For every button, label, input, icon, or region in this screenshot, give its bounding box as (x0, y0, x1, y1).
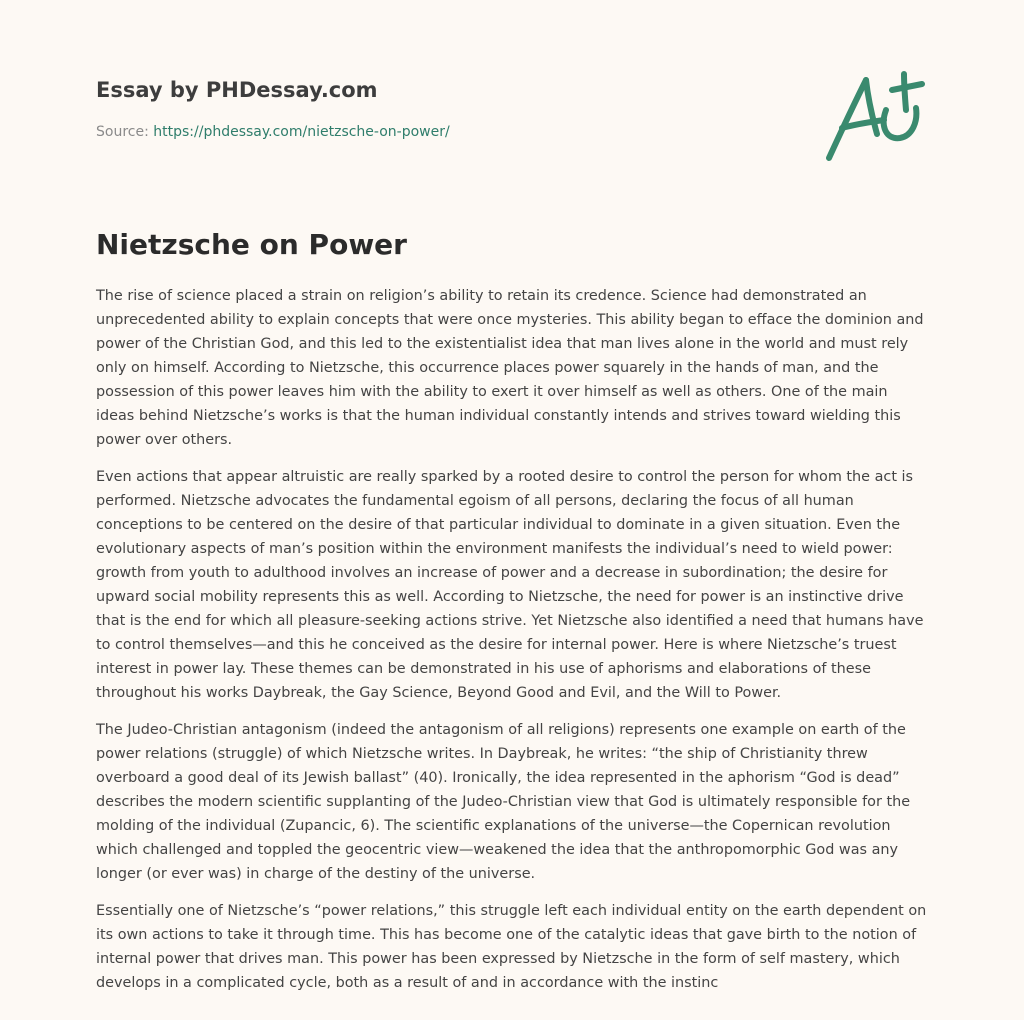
essay-title: Nietzsche on Power (96, 228, 407, 261)
essay-paragraph-4: Essentially one of Nietzsche’s “power relations,” this struggle left each individual entity on the earth dependent on its own actions to take it through time. This has become one of the catalytic ideas that gave birth to the notion of internal power that drives man. This power has been expressed by Nietzsche in the form of self mastery, which develops in a complicated cycle, both as a result of and in accordance with the instinc (96, 903, 927, 991)
essay-paragraph-3: The Judeo-Christian antagonism (indeed the antagonism of all religions) represents one example on earth of the power relations (struggle) of which Nietzsche writes. In Daybreak, he writes: “the ship of Christianity threw overboard a good deal of its Jewish ballast” (40). Ironically, the idea represented in the aphorism “God is dead” describes the modern scientific supplanting of the Judeo-Christian view that God is ultimately responsible for the molding of the individual (Zupancic, 6). The scientific explanations of the universe—the Copernican revolution which challenged and toppled the geocentric view—weakened the idea that the anthropomorphic God was any longer (or ever was) in charge of the destiny of the universe. (96, 722, 911, 882)
essay-paragraph-1: The rise of science placed a strain on religion’s ability to retain its credence. Science had demonstrated an unprecedented ability to explain concepts that were once mysteries. This ability began to efface the dominion and power of the Christian God, and this led to the existentialist idea that man lives alone in the world and must rely only on himself. According to Nietzsche, this occurrence places power squarely in the hands of man, and the possession of this power leaves him with the ability to exert it over himself as well as others. One of the main ideas behind Nietzsche’s works is that the human individual constantly intends and strives toward wielding this power over others. (96, 288, 924, 448)
essay-header (96, 76, 796, 142)
source-label: Source: (96, 124, 154, 140)
site-brand: Essay by PHDessay.com (96, 78, 378, 102)
essay-paragraph-2: Even actions that appear altruistic are really sparked by a rooted desire to control the person for whom the act is performed. Nietzsche advocates the fundamental egoism of all persons, declaring the focus of all human conceptions to be centered on the desire of that particular individual to dominate in a given situation. Even the evolutionary aspects of man’s position within the environment manifests the individual’s need to wield power: growth from youth to adulthood involves an increase of power and a decrease in subordination; the desire for upward social mobility represents this as well. According to Nietzsche, the need for power is an instinctive drive that is the end for which all pleasure-seeking actions strive. Yet Nietzsche also identified a need that humans have to control themselves—and this he conceived as the desire for internal power. Here is where Nietzsche’s truest interest in power lay. These themes can be demonstrated in his use of aphorisms and elaborations of these throughout his works Daybreak, the Gay Science, Beyond Good and Evil, and the Will to Power. (96, 469, 924, 701)
source-link[interactable]: https://phdessay.com/nietzsche-on-power/ (153, 124, 450, 140)
source-line (96, 122, 796, 142)
a-plus-grade-icon (820, 66, 930, 166)
essay-body (96, 284, 930, 1008)
